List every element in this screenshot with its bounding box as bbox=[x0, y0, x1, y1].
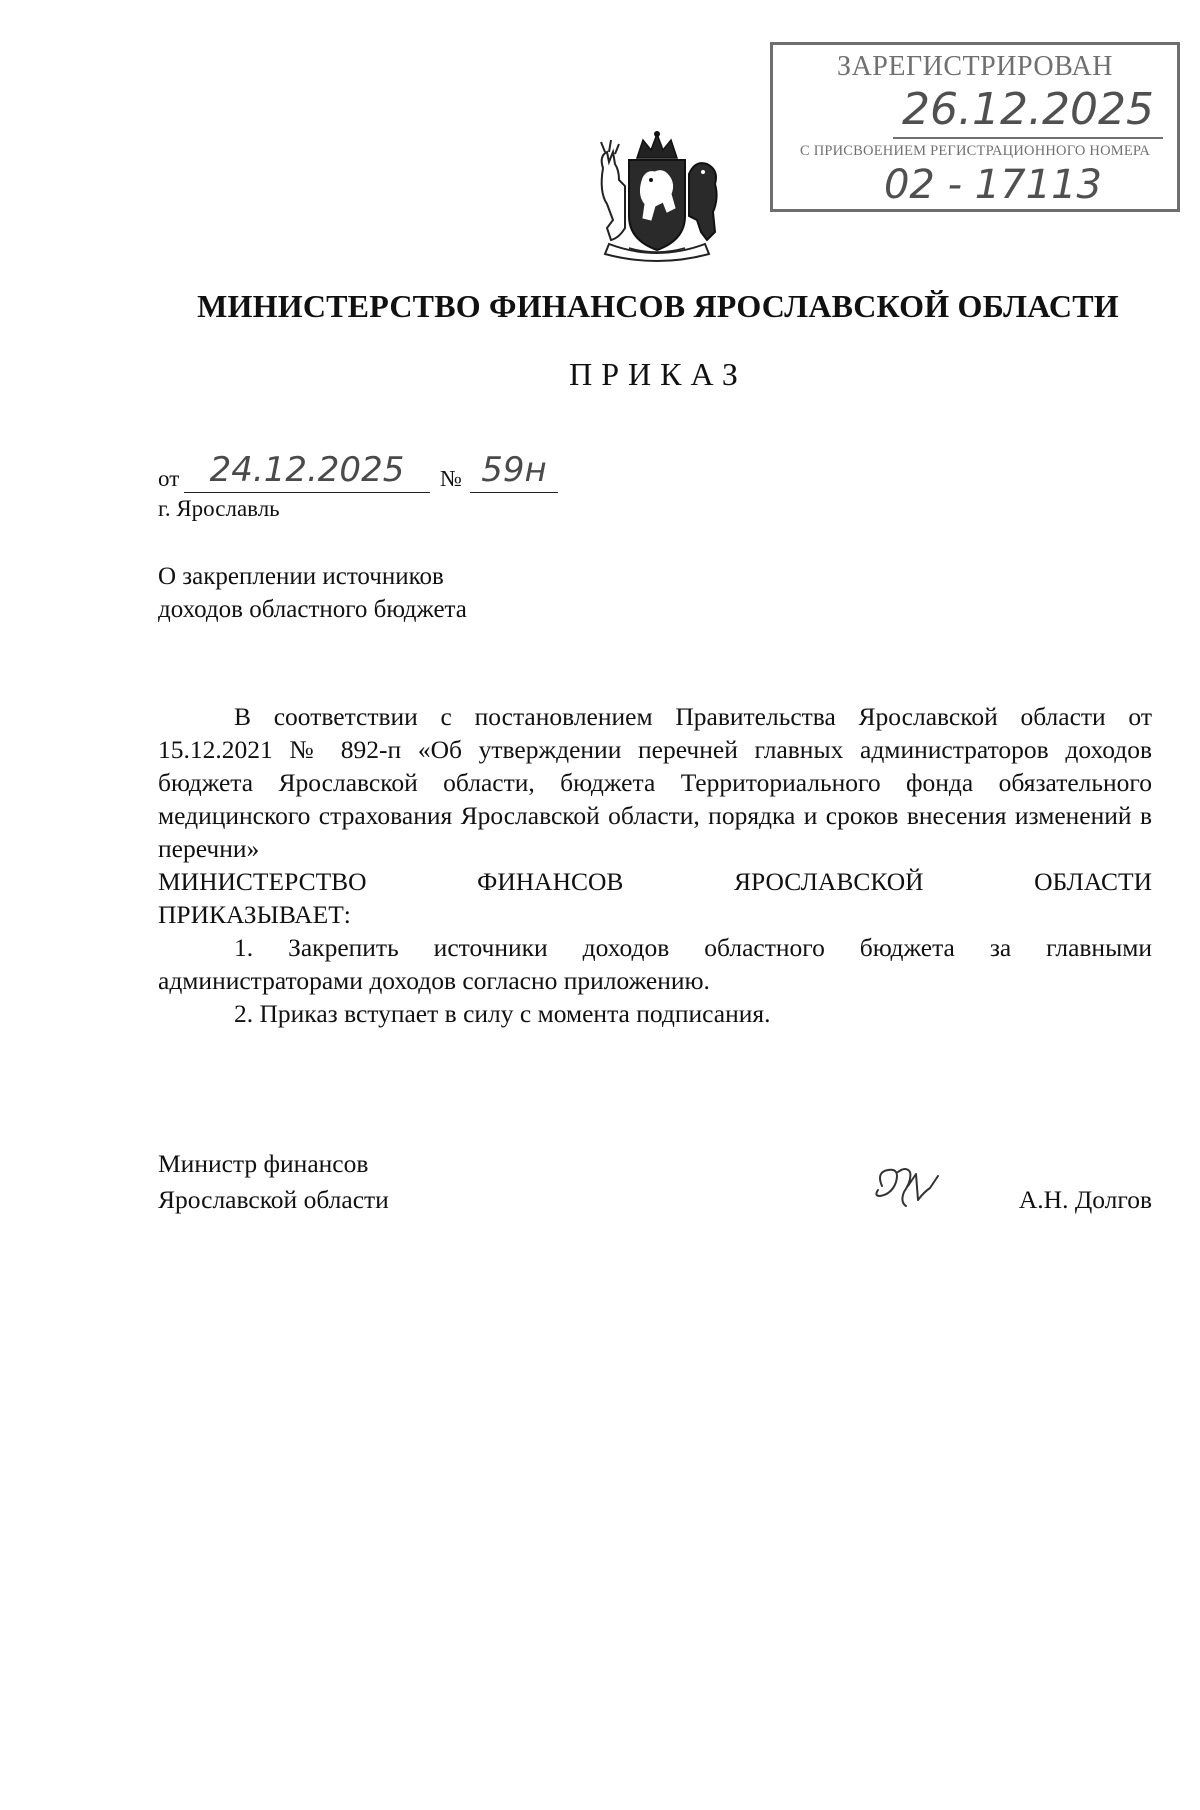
order-body bbox=[158, 700, 1152, 1030]
registration-date: 26.12.2025 bbox=[893, 83, 1163, 139]
ministry-title: МИНИСТЕРСТВО ФИНАНСОВ ЯРОСЛАВСКОЙ ОБЛАСТИ bbox=[197, 288, 1119, 324]
order-number-value: 59н bbox=[470, 448, 558, 493]
orders-word: ПРИКАЗЫВАЕТ: bbox=[158, 900, 351, 929]
registration-stamp-title: ЗАРЕГИСТРИРОВАН bbox=[837, 51, 1113, 82]
number-label: № bbox=[440, 466, 462, 491]
signatory-position-line-2: Ярославской области bbox=[158, 1185, 389, 1214]
date-label: от bbox=[158, 466, 180, 491]
subject-line-1: О закреплении источников bbox=[158, 563, 444, 590]
order-item-2: 2. Приказ вступает в силу с момента подписания. bbox=[234, 999, 771, 1028]
preamble-paragraph: В соответствии с постановлением Правительства Ярославской области от 15.12.2021 № 892-п «Об утверждении перечней главных администраторов доходов бюджета Ярославской области, бюджета Территориального фонда обязательного медицинского страхования Ярославской области, порядка и сроков внесения изменений в перечни» bbox=[158, 702, 1152, 863]
coat-of-arms-icon bbox=[585, 128, 730, 263]
ministry-line: МИНИСТЕРСТВО ФИНАНСОВ ЯРОСЛАВСКОЙ ОБЛАСТИ bbox=[158, 867, 1152, 896]
signatory-name: А.Н. Долгов bbox=[1018, 1185, 1152, 1214]
subject-line-2: доходов областного бюджета bbox=[158, 596, 467, 623]
signatory-position-line-1: Министр финансов bbox=[158, 1149, 369, 1178]
document-type-title: ПРИКАЗ bbox=[569, 356, 747, 392]
city-name: г. Ярославль bbox=[158, 496, 280, 521]
handwritten-signature-icon bbox=[872, 1162, 944, 1212]
order-date-value: 24.12.2025 bbox=[184, 448, 430, 493]
order-item-1: 1. Закрепить источники доходов областного бюджета за главными администраторами доходов согласно приложению. bbox=[158, 933, 1152, 995]
registration-caption: С ПРИСВОЕНИЕМ РЕГИСТРАЦИОННОГО НОМЕРА bbox=[800, 143, 1150, 159]
registration-stamp bbox=[770, 42, 1180, 212]
order-subject bbox=[158, 560, 467, 626]
signatory-position bbox=[158, 1146, 389, 1218]
registration-number: 02 - 17113 bbox=[883, 162, 1102, 208]
